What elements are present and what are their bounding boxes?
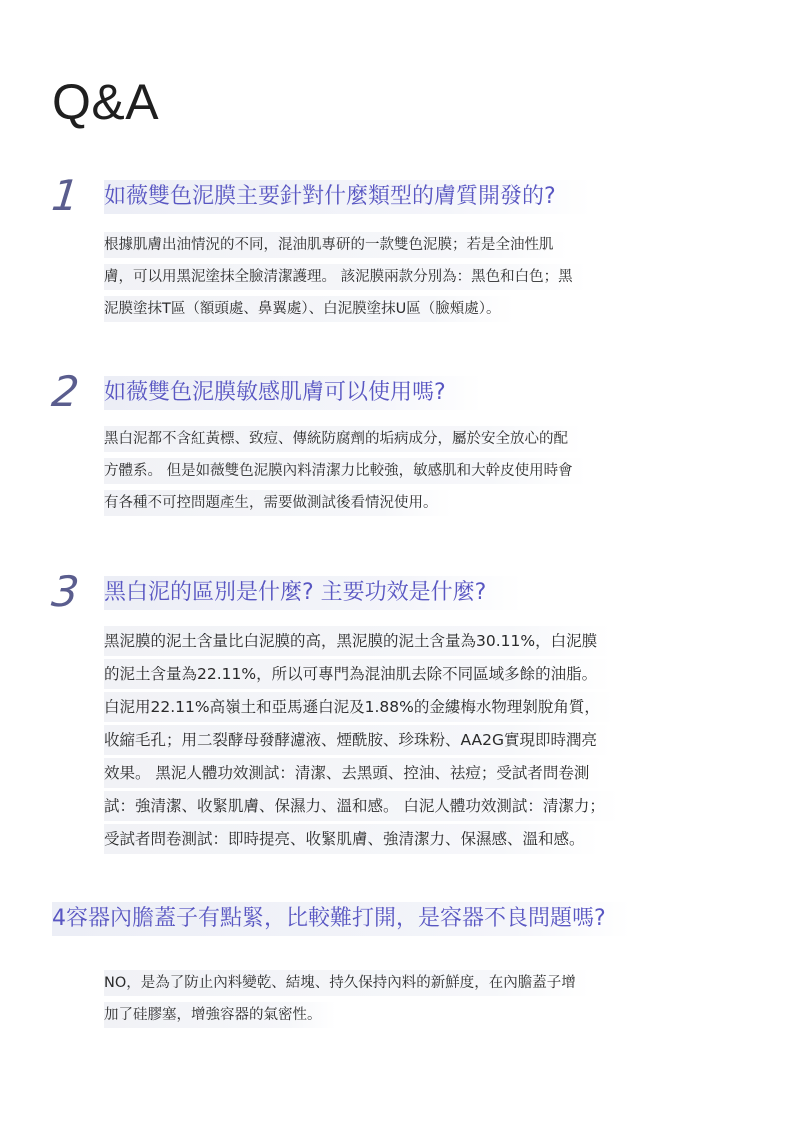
answer-line: 試：強清潔、收緊肌膚、保濕力、溫和感。 白泥人體功效測試：清潔力； [104,791,619,821]
question-text: 如薇雙色泥膜主要針對什麼類型的膚質開發的? [104,180,592,214]
question-text: 4容器內膽蓋子有點緊，比較難打開，是容器不良問題嗎? [52,902,630,936]
answer-line: 根據肌膚出油情況的不同，混油肌專研的一款雙色泥膜；若是全油性肌 [104,232,568,258]
answer-line: 黑白泥都不含紅黃標、致痘、傳統防腐劑的垢病成分，屬於安全放心的配 [104,426,582,452]
answer-1 [104,232,587,328]
answer-line: 白泥用22.11%高嶺土和亞馬遜白泥及1.88%的金縷梅水物理剝脫角質， [104,692,614,722]
answer-line: 效果。 黑泥人體功效測試：清潔、去黑頭、控油、祛痘；受試者問卷測 [104,758,603,788]
question-3-header [0,567,790,616]
answer-2 [104,426,587,522]
question-4-header [0,902,790,942]
answer-line: 受試者問卷測試：即時提亮、收緊肌膚、強清潔力、保濕感、溫和感。 [104,824,599,854]
question-number: 1 [49,171,82,220]
question-2-header [0,367,790,416]
answer-line: 收縮毛孔；用二裂酵母發酵濾液、煙酰胺、珍珠粉、AA2G實現即時潤亮 [104,725,611,755]
answer-line: 加了硅膠塞，增強容器的氣密性。 [104,1002,336,1028]
answer-line: 黑泥膜的泥土含量比白泥膜的高，黑泥膜的泥土含量為30.11%，白泥膜 [104,626,611,656]
answer-line: 方體系。 但是如薇雙色泥膜內料清潔力比較強，敏感肌和大幹皮使用時會 [104,458,587,484]
answer-line: NO，是為了防止內料變乾、結塊、持久保持內料的新鮮度，在內膽蓋子增 [104,970,590,996]
answer-3 [104,626,619,857]
question-text: 如薇雙色泥膜敏感肌膚可以使用嗎? [104,376,482,410]
answer-line: 泥膜塗抹T區（額頭處、鼻翼處）、白泥膜塗抹U區（臉頰處）。 [104,296,514,322]
question-number: 2 [49,367,82,416]
question-number: 3 [49,567,82,616]
answer-line: 膚，可以用黑泥塗抹全臉清潔護理。 該泥膜兩款分別為：黑色和白色；黑 [104,264,587,290]
page-title: Q&A [52,74,160,130]
question-text: 黑白泥的區別是什麼? 主要功效是什麼? [104,576,522,610]
answer-line: 有各種不可控問題產生，需要做測試後看情況使用。 [104,490,452,516]
answer-line: 的泥土含量為22.11%，所以可專門為混油肌去除不同區域多餘的油脂。 [104,659,611,689]
question-1-header [0,171,790,220]
answer-4 [104,970,590,1034]
